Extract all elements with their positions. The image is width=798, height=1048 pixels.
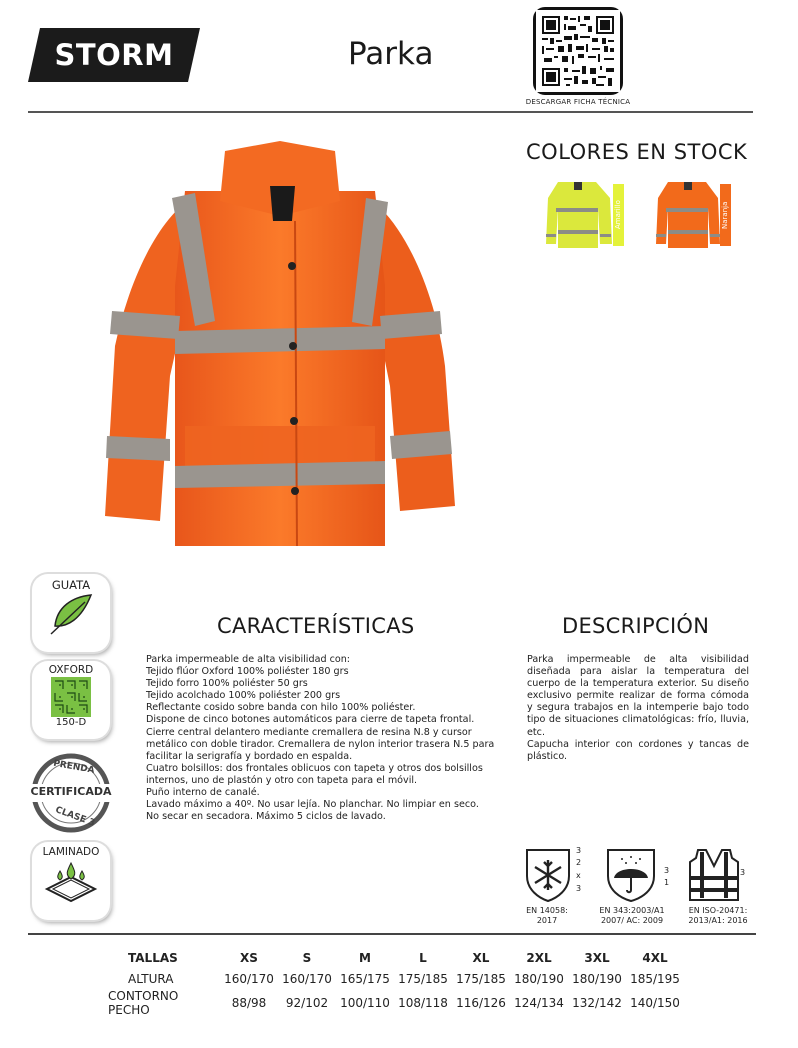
char-line: metálico con doble tirador. Cremallera de nylon interior trasera N.5 para [146,738,495,750]
badge-laminado-label: LAMINADO [42,846,100,858]
desc-line: exclusivo permite realizar de forma cómoda [527,690,749,702]
char-line: Tejido flúor Oxford 100% poliéster 180 grs [146,666,349,678]
table-cell: 185/195 [630,971,680,986]
table-header: XL [472,950,490,965]
brand-name: STORM [54,38,174,72]
table-cell: 160/170 [224,971,274,986]
table-row [100,968,684,989]
standard-name [516,906,578,926]
char-line: Cierre central delantero mediante cremallera de resina N.8 y cursor [146,726,472,738]
standard-en343 [596,846,674,930]
badge-guata-label: GUATA [51,578,91,592]
table-header: 4XL [642,950,668,965]
table-cell: 140/150 [630,996,680,1010]
table-cell: 175/185 [398,971,448,986]
standard-code: EN 14058: [526,906,568,915]
umbrella-shield-icon [604,846,658,902]
table-cell: 92/102 [285,996,329,1010]
char-line: Dispone de cinco botones automáticos para cierre de tapeta frontal. [146,714,475,726]
rating: 3 [576,884,582,893]
table-header: TALLAS [128,950,178,965]
standard-name [680,906,756,926]
badge-oxford-weight: 150-D [55,717,87,728]
row-label: CONTORNO PECHO [108,989,179,1017]
char-line: Parka impermeable de alta visibilidad con: [146,654,351,665]
char-line: Puño interno de canalé. [146,787,260,799]
desc-line: Parka impermeable de alta visibilidad [527,654,749,665]
desc-line: cuerpo de la temperatura exterior. Su diseño [527,678,749,690]
badge-oxford-label: OXFORD [48,664,94,676]
table-cell: 100/110 [340,996,390,1010]
rating: 3 [740,868,746,877]
char-line: facilitar la serigrafía y bordado en espalda. [146,750,353,762]
feather-icon [47,592,95,636]
size-table [100,947,684,1017]
description-title: DESCRIPCIÓN [562,614,710,638]
table-cell: 175/185 [456,971,506,986]
product-title: Parka [348,36,434,72]
table-cell: 108/118 [398,996,448,1010]
cert-top-text: PRENDA [52,758,96,776]
laminated-fabric-icon [43,859,99,903]
characteristics-title: CARACTERÍSTICAS [217,614,415,638]
rating: x [576,871,581,880]
standard-year: 2013/A1: 2016 [688,916,748,925]
standard-code: EN 343:2003/A1 [599,906,665,915]
char-line: Cuatro bolsillos: dos frontales oblicuos con tapeta y otros dos bolsillos [146,762,483,774]
jacket-image [100,136,460,561]
char-line: internos, uno de plastón y otro con tapeta para el móvil. [146,774,418,786]
brand-logo [28,28,200,82]
standard-year: 2017 [536,916,558,925]
table-cell: 132/142 [572,996,622,1010]
table-cell: 180/190 [514,971,564,986]
table-cell: 160/170 [282,971,332,986]
hi-vis-vest-icon [686,846,742,902]
char-line: No secar en secadora. Máximo 5 ciclos de lavado. [146,811,386,823]
characteristics-text [146,654,498,823]
rating: 2 [576,858,582,867]
table-cell: 88/98 [231,996,267,1010]
rating: 1 [664,878,670,887]
char-line: Reflectante cosido sobre banda con hilo 100% poliéster. [146,702,416,714]
swatch-yellow[interactable] [544,178,626,250]
badge-oxford [32,661,110,739]
table-cell: 180/190 [572,971,622,986]
rating: 3 [664,866,670,875]
swatch-label-orange: Naranja [721,201,729,229]
badge-laminado [32,842,110,920]
qr-caption: DESCARGAR FICHA TÉCNICA [525,98,631,106]
row-label: ALTURA [128,971,174,986]
table-header: M [359,950,371,965]
table-header: XS [240,950,258,965]
desc-line: etc. [527,726,545,738]
table-cell: 165/175 [340,971,390,986]
char-line: Tejido acolchado 100% poliéster 200 grs [146,690,341,702]
standard-en20471 [680,846,756,930]
standard-year: 2007/ AC: 2009 [600,916,664,925]
header-divider [28,111,753,113]
char-line: Tejido forro 100% poliéster 50 grs [146,678,308,690]
desc-line: diseñada para aislar la temperatura del [527,666,749,678]
colors-title: COLORES EN STOCK [526,140,748,164]
badge-guata [32,574,110,652]
table-header: L [419,950,427,965]
swatch-label-yellow: Amarillo [614,200,622,230]
description-text [527,654,749,763]
table-header: 2XL [526,950,552,965]
sizes-divider [28,933,756,935]
standard-code: EN ISO-20471: [688,906,748,915]
snowflake-shield-icon [523,846,573,902]
table-row [100,989,684,1017]
desc-line: tipo de situaciones climatológicas: frío, lluvia, [527,714,749,726]
standard-name [590,906,674,926]
rating: 3 [576,846,582,855]
table-header: 3XL [584,950,610,965]
qr-code[interactable] [533,7,623,95]
swatch-orange[interactable] [654,178,736,250]
table-cell: 124/134 [514,996,564,1010]
table-cell: 116/126 [456,996,506,1010]
desc-line: plástico. [527,750,568,762]
cert-middle-text: CERTIFICADA [30,785,112,798]
desc-line: y segura trabajos en la intemperie bajo todo [527,702,749,714]
cert-bottom-text: CLASE 3 [53,805,97,829]
standard-en14058 [520,846,584,930]
fabric-weave-icon [51,677,91,717]
table-header: S [302,950,312,965]
size-header-row [100,947,684,968]
char-line: Lavado máximo a 40º. No usar lejía. No planchar. No limpiar en seco. [146,799,479,811]
desc-line: Capucha interior con cordones y tancas de [527,738,749,750]
badge-certified [26,752,116,834]
